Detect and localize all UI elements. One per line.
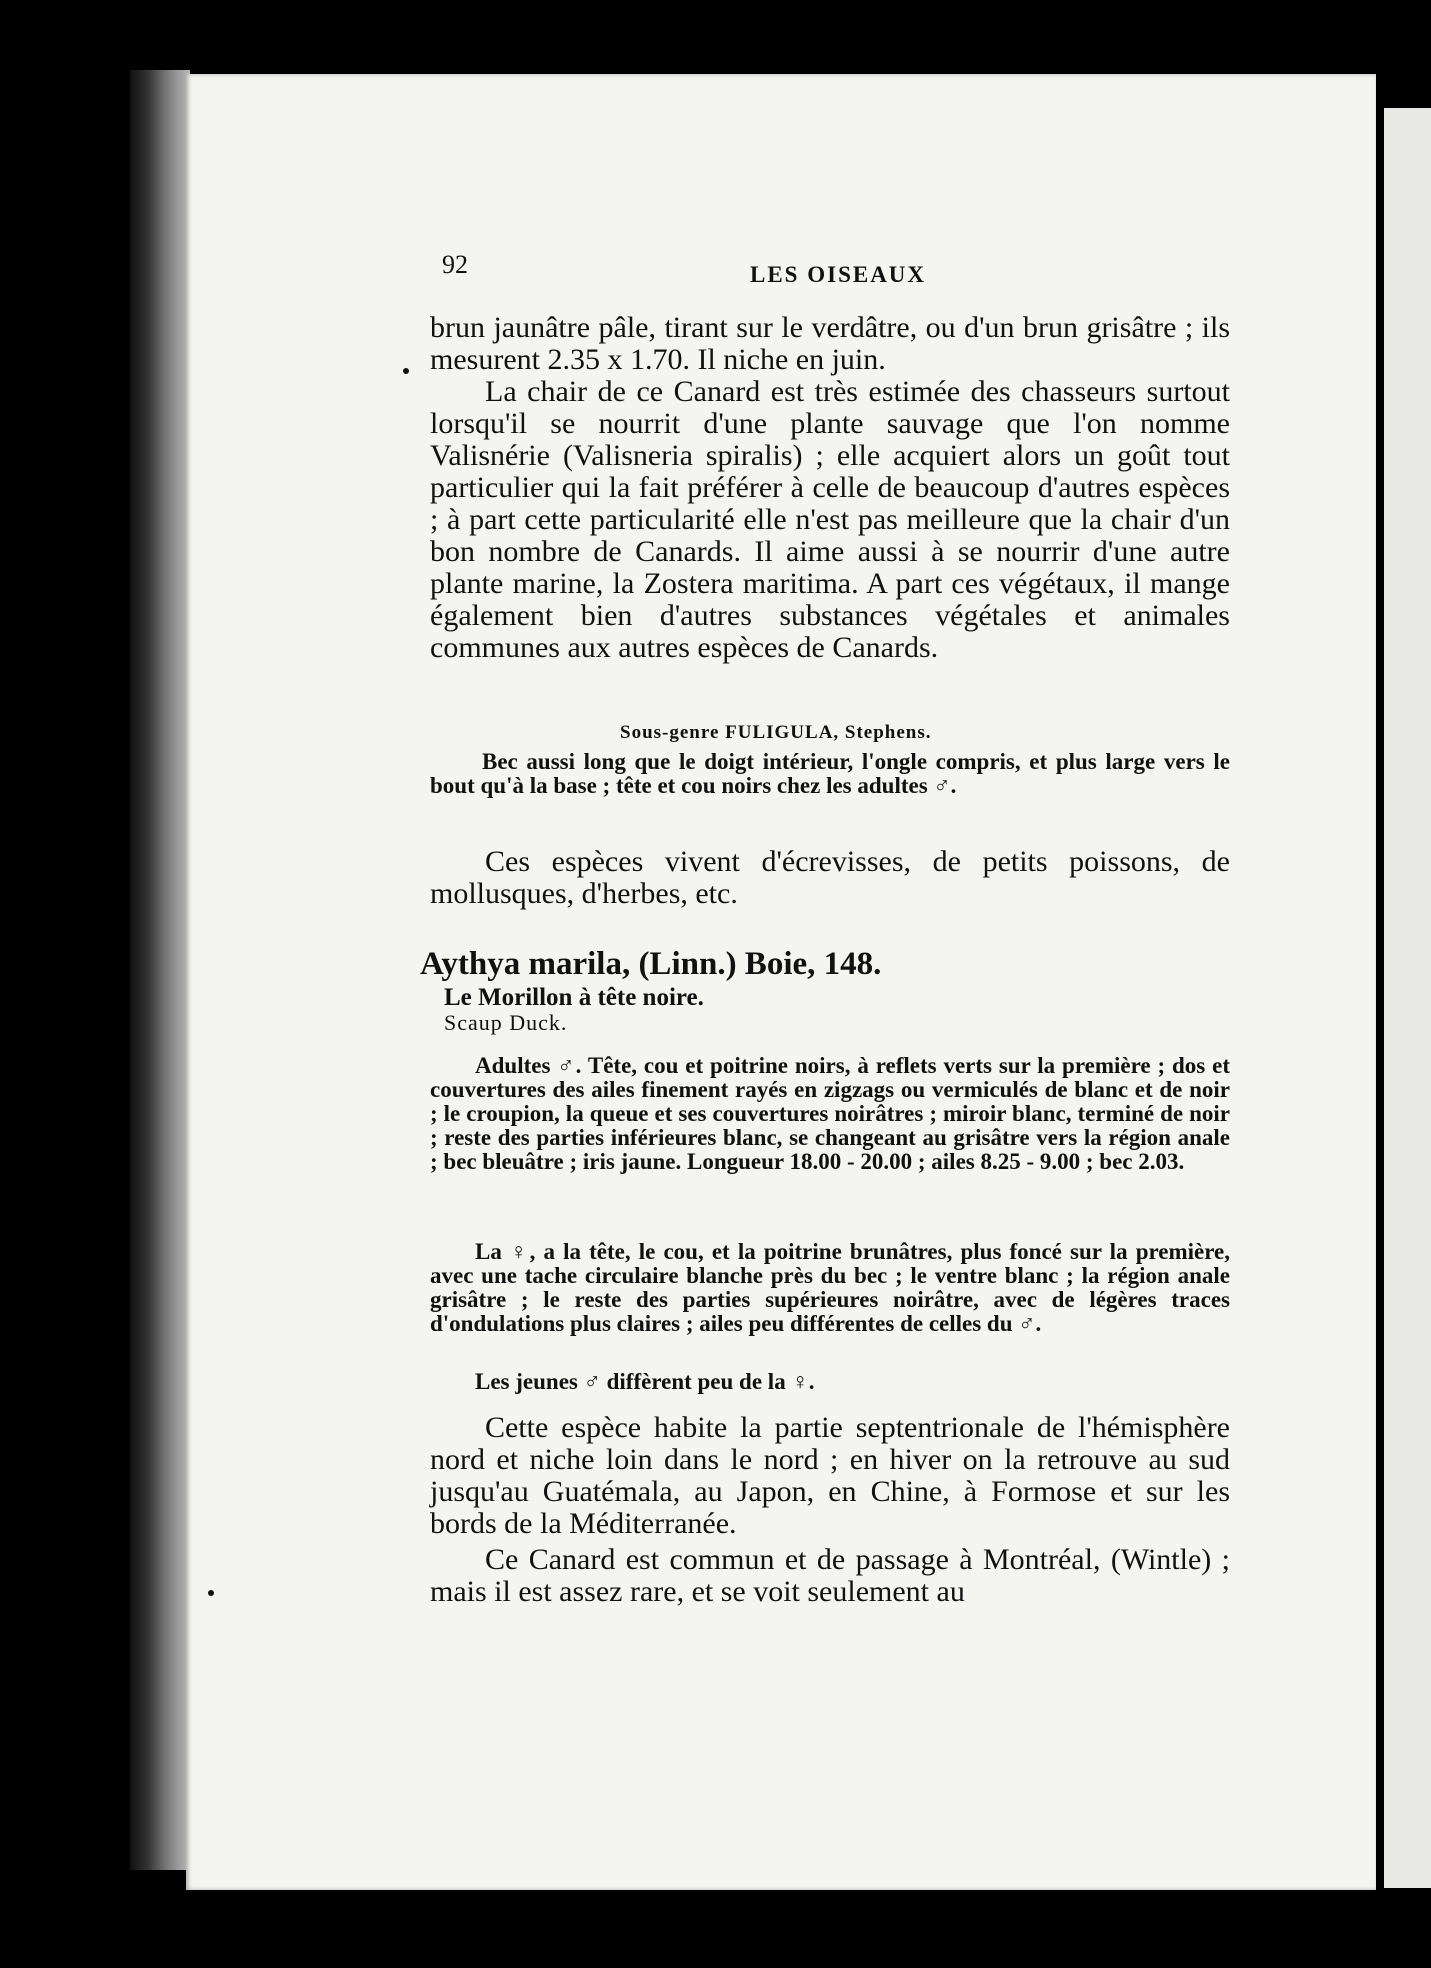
- paragraph-flesh: La chair de ce Canard est très estimée des chasseurs surtout lorsqu'il se nourrit d'une plante sauvage que l'on nomme Valisnérie (Valisneria spiralis) ; elle acquiert alors un goût tout particulier qui la fait préférer à celle de beaucoup d'autres espèces ; à part cette particularité elle n'est pas meilleure que la chair d'un bon nombre de Canards. Il aime aussi à se nourrir d'une autre plante marine, la Zostera maritima. A part ces végétaux, il mange également bien d'autres substances végétales et animales communes aux autres espèces de Canards.: [430, 375, 1230, 664]
- description-adult-male: Adultes ♂. Tête, cou et poitrine noirs, à reflets verts sur la première ; dos et couvertures des ailes finement rayés en zigzags ou vermiculés de blanc et de noir ; le croupion, la queue et ses couvertures noirâtres ; miroir blanc, terminé de noir ; reste des parties inférieures blanc, se changeant au grisâtre vers la région anale ; bec bleuâtre ; iris jaune. Longueur 18.00 - 20.00 ; ailes 8.25 - 9.00 ; bec 2.03.: [430, 1053, 1230, 1174]
- running-head: LES OISEAUX: [750, 262, 927, 287]
- book-spine-shadow: [130, 70, 190, 1870]
- paragraph-range: Cette espèce habite la partie septentrionale de l'hémisphère nord et niche loin dans le nord ; en hiver on la retrouve au sud jusqu'au Guatémala, au Japon, en Chine, à Formose et sur les bords de la Méditerranée.: [430, 1411, 1230, 1540]
- species-title: Aythya marila, (Linn.) Boie, 148.: [420, 946, 882, 982]
- page-number: 92: [442, 250, 468, 279]
- paragraph-occurrence: Ce Canard est commun et de passage à Montréal, (Wintle) ; mais il est assez rare, et se voit seulement au: [430, 1543, 1230, 1608]
- species-french-name: Le Morillon à tête noire.: [444, 984, 704, 1011]
- paragraph-diet: Ces espèces vivent d'écrevisses, de petits poissons, de mollusques, d'herbes, etc.: [430, 845, 1230, 910]
- margin-speck: [403, 368, 409, 374]
- description-female: La ♀, a la tête, le cou, et la poitrine brunâtres, plus foncé sur la première, avec une tache circulaire blanche près du bec ; le ventre blanc ; la région anale grisâtre ; le reste des parties supérieures noirâtre, avec de légères traces d'ondulations plus claires ; ailes peu différentes de celles du ♂.: [430, 1239, 1230, 1336]
- subgenus-description: Bec aussi long que le doigt intérieur, l'ongle compris, et plus large vers le bout qu'à la base ; tête et cou noirs chez les adultes ♂.: [430, 749, 1230, 798]
- paragraph-continuation: brun jaunâtre pâle, tirant sur le verdâtre, ou d'un brun grisâtre ; ils mesurent 2.35 x 1.70. Il niche en juin.: [430, 311, 1230, 376]
- facing-page-edge: [1376, 108, 1431, 1888]
- subgenus-heading: Sous-genre FULIGULA, Stephens.: [620, 722, 932, 743]
- margin-speck: [208, 1590, 214, 1596]
- species-english-name: Scaup Duck.: [444, 1010, 568, 1035]
- description-young: Les jeunes ♂ diffèrent peu de la ♀.: [475, 1369, 815, 1394]
